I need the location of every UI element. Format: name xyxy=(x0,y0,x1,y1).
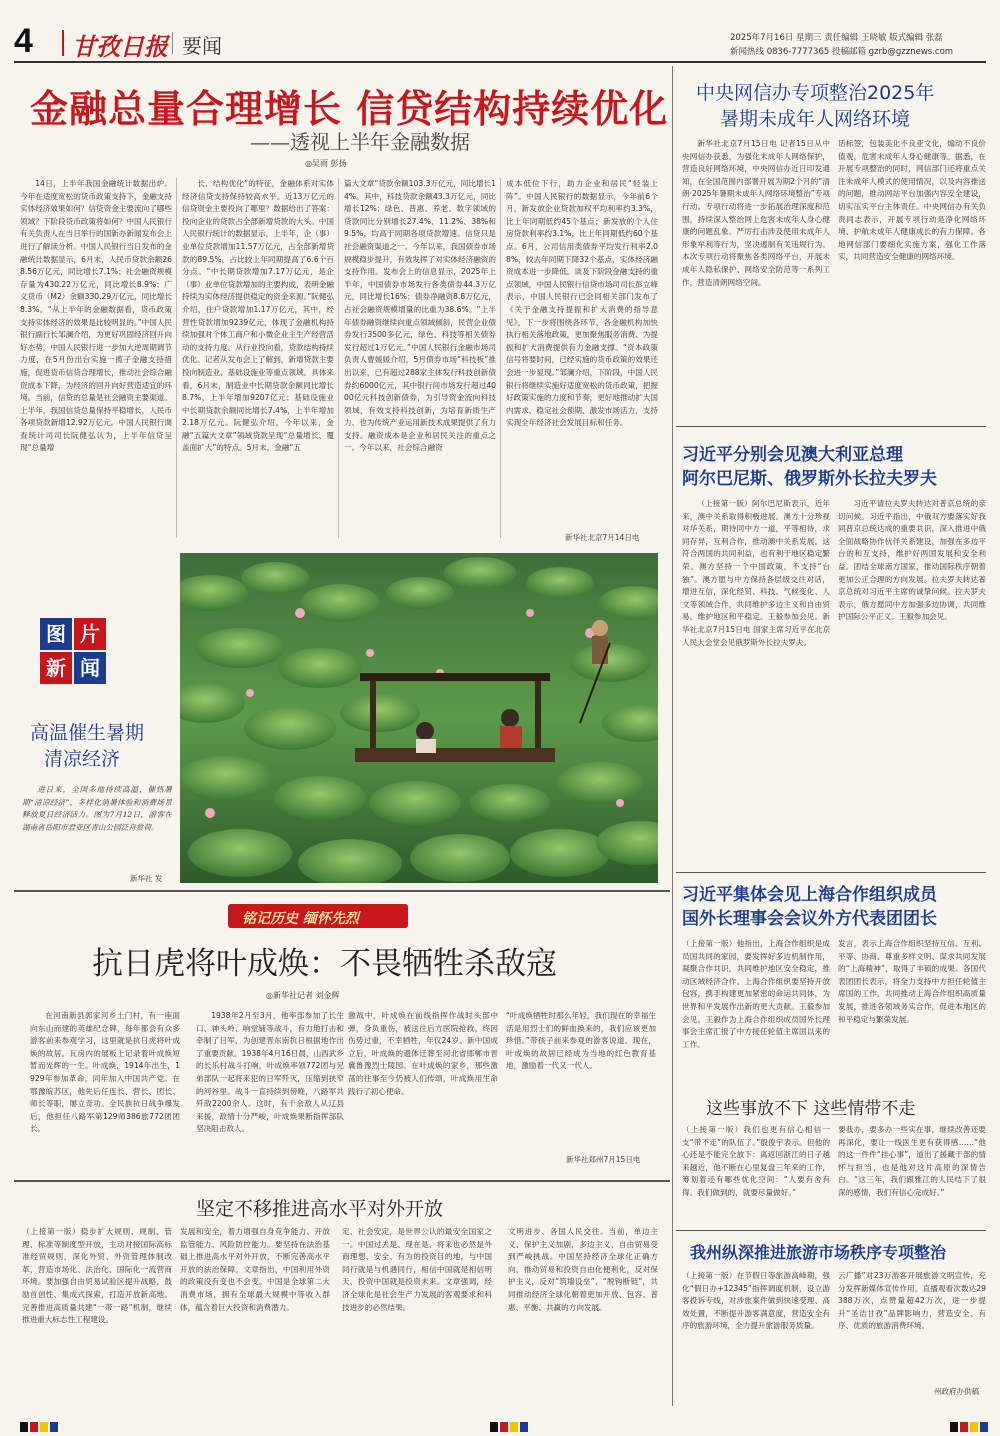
registration-bar xyxy=(30,1422,38,1432)
right3-headline-1: 习近平集体会见上海合作组织成员 xyxy=(682,885,937,905)
registration-bar xyxy=(490,1422,498,1432)
column-divider xyxy=(500,178,501,538)
history-column-1: 在河南新县郭家河乡土门村，有一座面向东山而建的英雄纪念碑，每年都会有众多游客前来参观学习，这里就是抗日虎将叶成焕的故居。瓦房内的展板上记录着叶成焕短暂而光辉的一生。叶成焕，1914年出生，1929年参加革命，同年加入中国共产党。在鄂豫皖苏区，他先后任连长、营长、团长、师长等职，屡立奇功。全民族抗日战争爆发后，他担任八路军第129师386旅772团团长。 xyxy=(30,1011,180,1134)
lotus-photo-illustration xyxy=(180,553,658,883)
open-column-1: （上接第一版）稳步扩大规则、规制、管理、标准等制度型开放，主动对接国际高标准经贸规则，深化外贸、外资管理体制改革，营造市场化、法治化、国际化一流营商环境。要加强自由贸易试验区提升战略，鼓励首创性、集成式探索，打造开放新高地。完善推进高质量共建“一带一路”机制，继续推进重大标志性工程建设。 xyxy=(22,1227,172,1325)
right1-column-2: 话标签，包装美化不良亚文化，煽动不良价值观，危害未成年人身心健康等。据悉，在开展专项整治的同时，网信部门还将重点关注未成年人模式的使用情况，以及内容推送的问题，推动网站平台加强内容安全建设，切实压实平台主体责任。中央网信办有关负责同志表示，开展专项行动是净化网络环境、护航未成年人健康成长的有力保障。各地网信部门要细化实施方案，强化工作落实，共同营造安全健康的网络环境。 xyxy=(838,139,986,262)
article-column-4: 成本低位下行，助力企业和居民“轻装上阵”。中国人民银行的数据显示，今年前6个月，新发放企业贷款加权平均利率约3.3%，比上年同期低约45个基点；新发放的个人住房贷款利率约3.1%，比上年同期低约60个基点。6月，公司信用类债券平均发行利率2.08%，较去年同期下降32个基点，实体经济融资成本进一步降低。谈及下阶段金融支持的重点领域，中国人民银行信贷市场司司长彭立峰表示，中国人民银行已会同相关部门发布了《关于金融支持提振和扩大消费的指导意见》，下一步将围绕各环节、各金融机构加快执行相关落地政策，更加聚焦服务消费、为提振和扩大消费提供有力金融支撑。“资本政策信号将要时间，已经实施的货币政策的效果还会进一步显现。”邹澜介绍，下阶段，中国人民银行将继续实施好适度宽松的货币政策，把握好政策实施的力度和节奏，更好地推动扩大国内需求、稳定社会预期、激发市场活力，支持实现全年经济社会发展目标和任务。 xyxy=(506,179,658,428)
right4-column-2: 要我办，要多办一些实在事，继续改善还要再深化，要让一线医生更有获得感……”他的这一件件“挂心事”，道出了援藏干部的情怀与担当，也是他对这片高原的深情告白。“这三年，我们跟雅江的人民结下了很深的感情，我们有信心完成好。” xyxy=(838,1125,986,1197)
photo-lotus xyxy=(180,553,658,883)
right2-headline-1: 习近平分别会见澳大利亚总理 xyxy=(682,445,903,465)
section-rule xyxy=(676,872,986,873)
page-column-divider xyxy=(672,66,673,1406)
section-name: 要闻 xyxy=(182,34,222,58)
masthead-divider xyxy=(172,32,173,54)
article-column-3: 篇大文章”贷款余额103.3万亿元，同比增长14%。其中，科技贷款余额43.3万亿元，同比增长12%；绿色、普惠、养老、数字领域的贷款同比分别增长27.4%、11.2%、38%和9.5%，均高于同期各项贷款增速。信贷只是社会融资渠道之一。今年以来，我国债券市场规模稳步提升，有效发挥了对实体经济融资的支持作用。发布会上的信息显示，2025年上半年，中国债券市场发行各类债券44.3万亿元，同比增长16%；债券净融资8.8万亿元，占社会融资规模增量的比重为38.6%。“上半年债券融资继续向重点领域倾斜，民营企业债券发行3500多亿元，绿色、科技等相关债券发行超过1万亿元。”中国人民银行金融市场司负责人曹媛媛介绍，5月债券市场“科技板”推出以来，已有超过288家主体发行科技创新债券约6000亿元，其中银行间市场发行超过4000亿元科技创新债券，为引导资金流向科技领域，有效支持科技创新，为培育新质生产力、也为传统产业运用新技术成果提供了有力支持。融资成本是企业和居民关注的重点之一。今年以来，社会综合融资 xyxy=(344,179,496,453)
article-byline: ◎吴雨 彭扬 xyxy=(305,159,347,168)
section-rule xyxy=(676,1230,986,1231)
right5-column-1: （上接第一版）在节假日等旅游高峰期，强化“假日办+12345”指挥调度机制，设立游客投诉专线，对涉旅案件做到快速受理、高效处置，不断提升游客满意度，营造安全有序的旅游环境，全力提升旅游服务质量。 xyxy=(682,1271,830,1331)
history-headline: 抗日虎将叶成焕：不畏牺牲杀敌寇 xyxy=(92,946,557,982)
registration-bar xyxy=(50,1422,58,1432)
history-column-2: 1938年2月至3月，他率部参加了长生口、神头岭、响堂铺等战斗，有力地打击和牵制了日军，为创建晋东南抗日根据地作出了重要贡献。1938年4月16日晨，山西武乡的长乐村战斗打响，叶成焕率领772团与兄弟部队一起将来犯的日军歼灭，压缩到狭窄的河谷里。战斗一直持续到傍晚，八路军共歼敌2200余人。这时，有千余敌人从辽县来援，敌情十分严峻，叶成焕果断指挥部队坚决阻击敌人。 xyxy=(196,1011,344,1134)
page-number-divider xyxy=(62,30,64,56)
column-divider xyxy=(338,178,339,538)
right3-column-1: （上接第一版）他指出，上海合作组织是成员国共同的家园，要发挥好多边机制作用，凝聚合作共识，共同维护地区安全稳定，推动区域经济合作。上海合作组织要坚持开放包容，携手构建更加紧密的命运共同体，为世界和平发展作出新的更大贡献。王毅参加会见。王毅作为上海合作组织成员国外长理事会主席汇报了中方接任轮值主席国以来的工作。 xyxy=(682,939,830,1049)
badge-char: 新 xyxy=(40,652,72,684)
badge-char: 图 xyxy=(40,618,72,650)
registration-bar xyxy=(970,1422,978,1432)
section-rule xyxy=(14,890,670,892)
history-column-4: “叶成焕牺牲时那么年轻，我们现在的幸福生活是用烈士们的鲜血换来的，我们应该更加珍惜。”带孩子前来参观的游客说道。现在，叶成焕的故居已经成为当地的红色教育基地，激励着一代又一代人。 xyxy=(506,1011,656,1071)
right4-column-1: （上接第一版）我们也更有信心相信一支“带不走”的队伍了。”殷俊宇表示。但他的心还是不能完全放下：离返回浙江的日子越来越近，他不断在心里复盘三年来的工作，筹划着还有哪些优化空间：“人要有舍有得。我们做到的，就要尽量做好。” xyxy=(682,1125,830,1197)
registration-bar xyxy=(510,1422,518,1432)
right1-headline-2: 暑期未成年人网络环境 xyxy=(720,108,911,130)
photo-news-credit: 新华社 发 xyxy=(130,874,163,883)
badge-char: 片 xyxy=(74,618,106,650)
column-divider xyxy=(176,178,177,538)
photo-news-title-1: 高温催生暑期 xyxy=(30,722,145,744)
article-column-2: 长、结构优化”的特征，金融体系对实体经济信贷支持保持较高水平。近13万亿元的信贷资金主要投向了哪里？数据给出了答案：投向企业的贷款占全部新增贷款的大头。中国人民银行统计的数据显示，上半年，企（事）业单位贷款增加11.57万亿元，占全部新增贷款的89.5%，占比较上年同期提高了6.6个百分点。“中长期贷款增加7.17万亿元，是企（事）业单位贷款增加的主要构成，表明金融持续为实体经济提供稳定的资金来源。”阮健弘介绍，住户贷款增加1.17万亿元，其中，经营性贷款增加9239亿元，体现了金融机构持续加强对个体工商户和小微企业主生产经营活动的支持力度。从行业投向看，贷款结构持续优化。记者从发布会上了解到，新增贷款主要投向制造业、基础设施业等重点领域。具体来看，6月末，制造业中长期贷款余额同比增长8.7%，上半年增加9207亿元；基础设施业中长期贷款余额同比增长7.4%，上半年增加2.18万亿元。阮健弘介绍，今年以来，金融“五篇大文章”领域贷款呈现“总量增长、覆盖面扩大”的特点。5月末，金融“五 xyxy=(182,179,334,453)
page-number: 4 xyxy=(14,22,33,60)
right4-headline: 这些事放不下 这些情带不走 xyxy=(706,1099,916,1119)
right2-column-1: （上接第一版）阿尔巴尼斯表示，近年来，澳中关系取得积极进展。澳方十分珍视对华关系，期待同中方一道，平等相待，求同存异，互利合作，推动澳中关系发展。这符合两国的共同利益，也有利于地区稳定繁荣。澳方坚持一个中国政策，不支持“台独”。澳方愿与中方保持各层级交往对话，增进互信，深化经贸、科技、气候变化、人文等领域合作，共同维护多边主义和自由贸易，维护地区和平稳定。王毅参加会见。新华社北京7月15日电 国家主席习近平在北京人民大会堂会见俄罗斯外长拉夫罗夫。 xyxy=(682,499,830,647)
right5-credit: 州政府办供稿 xyxy=(934,1387,979,1396)
badge-char: 闻 xyxy=(74,652,106,684)
open-column-3: 定、社会安定，是世界公认的最安全国家之一。中国过去是、现在是、将来也必然是外商理想、安全、有为的投资目的地，与中国同行就是与机遇同行，相信中国就是相信明天，投资中国就是投资未来。文章强调，经济全球化是社会生产力发展的客观要求和科技进步的必然结果。 xyxy=(342,1227,492,1312)
right1-column-1: 新华社北京7月15日电 记者15日从中央网信办获悉，为强化未成年人网络保护，营造良好网络环境，中央网信办近日印发通知，在全国范围内部署开展为期2个月的“清朗·2025年暑期未成年人网络环境整治”专项行动。专项行动将进一步拓展治理深度和范围，持续深入整治网上危害未成年人身心健康的问题乱象。严厉打击涉及使用未成年人形象牟利等行为，坚决遏制有关违规行为。本次专项行动将聚焦各类网络平台，开展未成年人隐私保护、网络安全防范等一系列工作，营造清朗网络空间。 xyxy=(682,139,830,287)
registration-bar xyxy=(960,1422,968,1432)
registration-bar xyxy=(20,1422,28,1432)
contact-line: 新闻热线 0836-7777365 投稿邮箱 gzrb@gzznews.com xyxy=(730,47,954,57)
right5-column-2: 云广播”对23万游客开展旅游文明宣传，充分发挥新媒体宣传作用，直播观看次数达29388万次，点赞量超42万次，进一步提升“圣洁甘孜”品牌影响力，营造安全、有序、优质的旅游消费环境。 xyxy=(838,1271,986,1331)
date-line: 2025年7月16日 星期三 责任编辑 王晓敏 版式编辑 张磊 xyxy=(730,33,943,43)
right1-headline-1: 中央网信办专项整治2025年 xyxy=(696,82,935,104)
registration-bar xyxy=(40,1422,48,1432)
history-banner-text: 铭记历史 缅怀先烈 xyxy=(242,911,359,927)
registration-bar xyxy=(980,1422,988,1432)
open-column-4: 文明进步、各国人民交往。当前，单边主义、保护主义加剧，多边主义、自由贸易受到严峻挑战。中国坚持经济全球化正确方向，推动贸易和投资自由化便利化，反对保护主义，反对“筑墙设垒”、“脱钩断链”，共同推动经济全球化朝着更加开放、包容、普惠、平衡、共赢的方向发展。 xyxy=(508,1227,658,1312)
history-dateline: 新华社郑州7月15日电 xyxy=(566,1155,641,1164)
article-dateline: 新华社北京7月14日电 xyxy=(565,533,640,542)
open-headline: 坚定不移推进高水平对外开放 xyxy=(196,1198,444,1220)
right3-column-2: 发言，表示上海合作组织坚持互信、互利、平等、协商、尊重多样文明、谋求共同发展的“上海精神”，取得了丰硕的成果。各国代表团团长表示，将全力支持中方担任轮值主席国的工作，共同推动上海合作组织高质量发展，推进各领域务实合作，促进本地区的和平稳定与繁荣发展。 xyxy=(838,939,986,1024)
article-headline: 金融总量合理增长 信贷结构持续优化 xyxy=(30,86,669,131)
section-rule xyxy=(14,1180,670,1182)
section-rule xyxy=(676,426,986,427)
photo-news-badge xyxy=(40,618,106,684)
right3-headline-2: 国外长理事会会议外方代表团团长 xyxy=(682,909,937,929)
right2-headline-2: 阿尔巴尼斯、俄罗斯外长拉夫罗夫 xyxy=(682,469,937,489)
header-rule xyxy=(14,61,986,63)
right5-headline: 我州纵深推进旅游市场秩序专项整治 xyxy=(690,1243,947,1262)
history-byline: ◎新华社记者 刘金辉 xyxy=(266,991,340,1000)
registration-bar xyxy=(520,1422,528,1432)
photo-news-title-2: 清凉经济 xyxy=(44,748,121,770)
photo-news-caption: 进日来，全国多地持续高温，催热暑期“清凉经济”，多样化消暑体验和消费场景释放夏日经济活力。图为7月12日，游客在湖南省岳阳市君亚区青山公园泛舟赏荷。 xyxy=(22,785,172,832)
article-column-1: 14日，上半年我国金融统计数据出炉。今年在适度宽松的货币政策支持下，金融支持实体经济效果如何？信贷资金主要流向了哪些领域？下阶段货币政策将如何？中国人民银行有关负责人在当日举行的国新办新闻发布会上进行了解读分析。中国人民银行当日发布的金融统计数据显示，6月末，人民币贷款余额268.56万亿元，同比增长7.1%；社会融资规模存量为430.22万亿元，同比增长8.9%；广义货币（M2）余额330.29万亿元，同比增长8.3%。“从上半年的金融数据看，货币政策支持实体经济的效果是比较明显的。”中国人民银行副行长邹澜介绍，为更好巩固经济回升向好态势，中国人民银行进一步加大逆周期调节力度，在5月份出台实施一揽子金融支持措施，促进货币信贷合理增长，推动社会综合融资成本下降，为经济的回升向好营造适宜的环境。当前，信贷的总量是社会融资主要渠道。上半年，我国信贷总量保持平稳增长，人民币各项贷款新增12.92万亿元。中国人民银行调查统计司司长阮健弘认为，上半年信贷呈现“总量增 xyxy=(20,179,172,453)
right2-column-2: 习近平请拉夫罗夫转达对普京总统的亲切问候。习近平指出，中俄双方要落实好我同普京总统达成的重要共识，深入推进中俄全面战略协作伙伴关系建设，加强在多边平台的和互支持，维护好两国发展和安全利益。团结全球南方国家，推动国际秩序朝着更加公正合理的方向发展。拉夫罗夫转达普京总统对习近平主席的诚挚问候。拉夫罗夫表示，俄方愿同中方加强多边协调，共同维护国际公平正义。王毅参加会见。 xyxy=(838,499,986,622)
masthead-logo: 甘孜日报 xyxy=(72,32,168,61)
registration-bar xyxy=(500,1422,508,1432)
article-subtitle: ——透视上半年金融数据 xyxy=(250,130,470,154)
history-column-3: 激战中，叶成焕在前线指挥作战时头部中弹，身负重伤，被送往后方医院抢救，终因伤势过重，不幸牺牲，年仅24岁。新中国成立后，叶成焕的遗体迁葬至河北省邯郸市晋冀鲁豫烈士陵园。在叶成焕的家乡，那些激荡的往事至今仍被人们传颂，叶成焕用生命践行了初心使命。 xyxy=(348,1011,498,1096)
open-column-2: 发展和安全，着力增强自身竞争能力、开放监管能力、风险防控能力。要坚持在法治基础上推进高水平对外开放，不断完善高水平开放的法治保障。文章指出，中国利用外资的政策没有变也不会变。中国是全球第二大消费市场，拥有全球最大规模中等收入群体，蕴含着巨大投资和消费潜力。 xyxy=(180,1227,330,1312)
registration-bar xyxy=(950,1422,958,1432)
